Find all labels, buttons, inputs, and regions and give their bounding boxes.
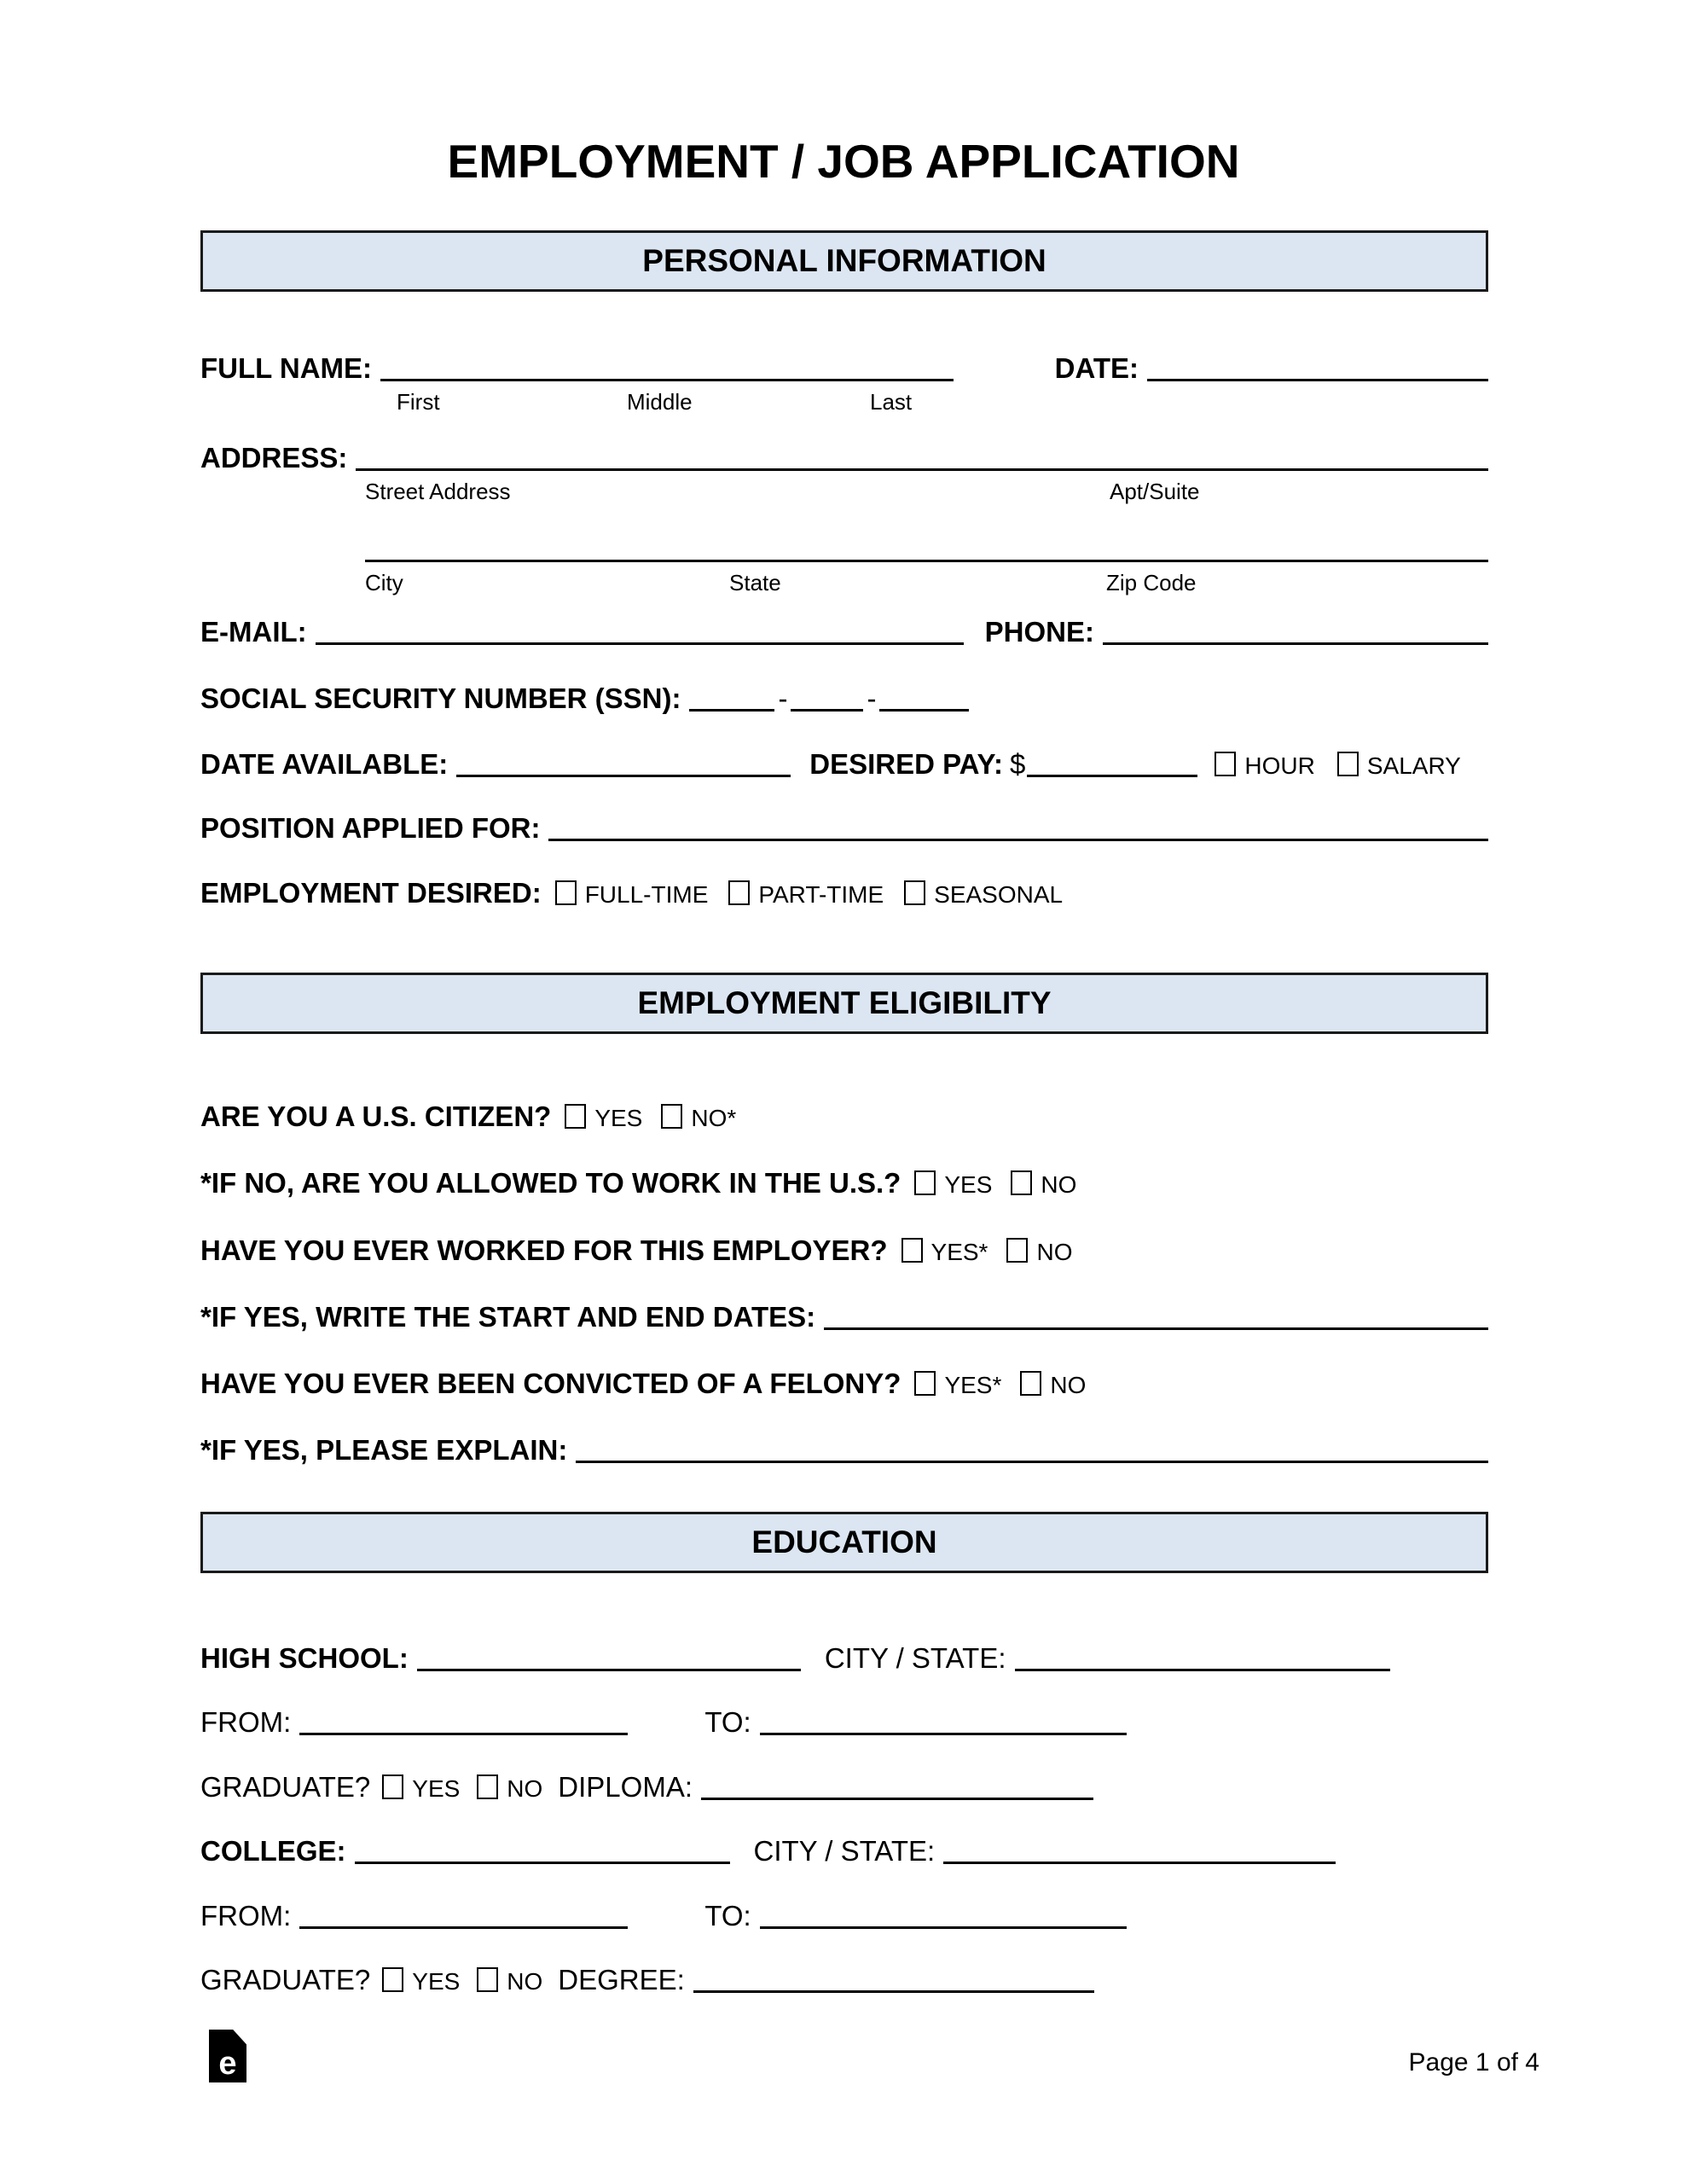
email-field[interactable] [316, 619, 964, 645]
college-graduate-label: GRADUATE? [200, 1964, 371, 1995]
full-name-field[interactable] [380, 356, 954, 381]
allowed-yes-label: YES [944, 1171, 993, 1198]
hs-from-field[interactable] [299, 1710, 628, 1735]
salary-checkbox[interactable] [1337, 752, 1359, 776]
start-end-dates-row [200, 1301, 1488, 1333]
college-graduate-no-label: NO [507, 1968, 543, 1995]
address-sublabels-row [200, 479, 1488, 506]
hs-city-state-label: CITY / STATE: [824, 1642, 1006, 1674]
ssn-dash-2: - [867, 682, 877, 714]
position-row [200, 812, 1488, 845]
salary-option-label: SALARY [1366, 752, 1461, 779]
college-field[interactable] [355, 1838, 730, 1864]
desired-pay-label: DESIRED PAY: [809, 748, 1004, 780]
allowed-question-label: *IF NO, ARE YOU ALLOWED TO WORK IN THE U.S.? [200, 1167, 901, 1199]
page-indicator: Page 1 of 4 [1408, 2048, 1539, 2077]
state-sublabel: State [729, 570, 781, 595]
position-applied-label: POSITION APPLIED FOR: [200, 812, 541, 844]
high-school-label: HIGH SCHOOL: [200, 1642, 409, 1674]
allowed-yes-checkbox[interactable] [914, 1170, 936, 1195]
worked-before-row [200, 1234, 1488, 1269]
section-header-employment-eligibility [200, 973, 1488, 1034]
college-from-field[interactable] [299, 1903, 628, 1929]
middle-name-sublabel: Middle [627, 389, 693, 415]
diploma-label: DIPLOMA: [558, 1771, 693, 1803]
hs-to-label: TO: [704, 1706, 751, 1738]
high-school-row [200, 1642, 1488, 1675]
allowed-to-work-row [200, 1167, 1488, 1201]
date-available-pay-row [200, 748, 1488, 782]
college-graduate-yes-checkbox[interactable] [382, 1967, 403, 1992]
email-label: E-MAIL: [200, 616, 307, 648]
name-sublabels-row [200, 389, 1488, 416]
page-title: EMPLOYMENT / JOB APPLICATION [447, 135, 1240, 188]
citizen-question-row [200, 1101, 1488, 1135]
worked-no-checkbox[interactable] [1006, 1238, 1028, 1263]
felony-yes-label: YES* [944, 1372, 1002, 1398]
address-row [200, 442, 1488, 474]
degree-field[interactable] [693, 1967, 1094, 1993]
felony-explain-label: *IF YES, PLEASE EXPLAIN: [200, 1434, 568, 1466]
full-time-option-label: FULL-TIME [584, 881, 709, 908]
seasonal-checkbox[interactable] [904, 880, 925, 905]
college-from-label: FROM: [200, 1900, 292, 1931]
first-name-sublabel: First [397, 389, 440, 415]
felony-question-label: HAVE YOU EVER BEEN CONVICTED OF A FELONY? [200, 1368, 901, 1399]
street-address-field[interactable] [356, 445, 1488, 471]
logo-letter: e [218, 2046, 237, 2082]
city-sublabel: City [365, 570, 403, 595]
hs-to-field[interactable] [760, 1710, 1127, 1735]
college-row [200, 1835, 1488, 1867]
full-name-label: FULL NAME: [200, 352, 373, 384]
hour-option-label: HOUR [1244, 752, 1315, 779]
felony-no-label: NO [1050, 1372, 1087, 1398]
desired-pay-field[interactable] [1027, 752, 1197, 777]
worked-no-label: NO [1036, 1239, 1073, 1265]
section-header-personal-information [200, 230, 1488, 292]
worked-yes-checkbox[interactable] [901, 1238, 923, 1263]
ssn-dash-1: - [778, 682, 788, 714]
last-name-sublabel: Last [870, 389, 913, 415]
section-header-label: PERSONAL INFORMATION [642, 243, 1046, 278]
hs-from-label: FROM: [200, 1706, 292, 1738]
dollar-sign: $ [1010, 748, 1026, 780]
start-end-dates-label: *IF YES, WRITE THE START AND END DATES: [200, 1301, 816, 1333]
college-city-state-field[interactable] [943, 1838, 1336, 1864]
felony-no-checkbox[interactable] [1020, 1371, 1041, 1396]
email-phone-row [200, 616, 1488, 648]
citizen-question-label: ARE YOU A U.S. CITIZEN? [200, 1101, 552, 1132]
hs-graduate-row [200, 1771, 1488, 1805]
high-school-field[interactable] [417, 1646, 801, 1671]
apt-suite-sublabel: Apt/Suite [1110, 479, 1200, 504]
felony-question-row [200, 1368, 1488, 1402]
ssn-row [200, 682, 1488, 715]
college-city-state-label: CITY / STATE: [753, 1835, 936, 1867]
eforms-logo [209, 2030, 246, 2082]
felony-explain-row [200, 1434, 1488, 1467]
college-label: COLLEGE: [200, 1835, 346, 1867]
hs-graduate-yes-label: YES [412, 1775, 461, 1802]
employment-desired-label: EMPLOYMENT DESIRED: [200, 877, 542, 909]
employment-desired-row [200, 877, 1488, 911]
date-available-label: DATE AVAILABLE: [200, 748, 449, 780]
citizen-no-label: NO* [691, 1105, 737, 1131]
part-time-checkbox[interactable] [728, 880, 750, 905]
worked-question-label: HAVE YOU EVER WORKED FOR THIS EMPLOYER? [200, 1234, 888, 1266]
allowed-no-checkbox[interactable] [1011, 1170, 1032, 1195]
ssn-field-2[interactable] [791, 686, 863, 712]
hs-graduate-no-checkbox[interactable] [477, 1774, 498, 1799]
citizen-no-checkbox[interactable] [661, 1104, 682, 1129]
address-label: ADDRESS: [200, 442, 348, 473]
phone-label: PHONE: [984, 616, 1094, 648]
college-graduate-yes-label: YES [412, 1968, 461, 1995]
phone-field[interactable] [1103, 619, 1488, 645]
citizen-yes-checkbox[interactable] [565, 1104, 586, 1129]
date-label: DATE: [1054, 352, 1139, 384]
hour-checkbox[interactable] [1215, 752, 1236, 776]
college-graduate-row [200, 1964, 1488, 1998]
seasonal-option-label: SEASONAL [934, 881, 1064, 908]
city-state-zip-field[interactable] [365, 537, 1488, 562]
ssn-field-3[interactable] [879, 686, 969, 712]
zip-code-sublabel: Zip Code [1106, 570, 1197, 595]
hs-graduate-yes-checkbox[interactable] [382, 1774, 403, 1799]
college-graduate-no-checkbox[interactable] [477, 1967, 498, 1992]
address-line2-sublabels-row [200, 570, 1488, 597]
full-name-row [200, 352, 1488, 385]
college-to-field[interactable] [760, 1903, 1127, 1929]
college-from-to-row [200, 1900, 1488, 1932]
part-time-option-label: PART-TIME [758, 881, 884, 908]
worked-yes-label: YES* [930, 1239, 988, 1265]
hs-graduate-label: GRADUATE? [200, 1771, 371, 1803]
felony-yes-checkbox[interactable] [914, 1371, 936, 1396]
folded-corner-icon [234, 2032, 246, 2045]
degree-label: DEGREE: [558, 1964, 685, 1995]
ssn-field-1[interactable] [689, 686, 774, 712]
section-header-label: EDUCATION [751, 1525, 937, 1560]
diploma-field[interactable] [701, 1774, 1093, 1800]
college-to-label: TO: [704, 1900, 751, 1931]
hs-graduate-no-label: NO [507, 1775, 543, 1802]
address-line2-row [200, 533, 1488, 559]
ssn-label: SOCIAL SECURITY NUMBER (SSN): [200, 682, 681, 714]
section-header-label: EMPLOYMENT ELIGIBILITY [637, 985, 1052, 1020]
date-available-field[interactable] [456, 752, 791, 777]
full-time-checkbox[interactable] [555, 880, 577, 905]
date-field[interactable] [1147, 356, 1488, 381]
hs-city-state-field[interactable] [1015, 1646, 1390, 1671]
hs-from-to-row [200, 1706, 1488, 1739]
section-header-education [200, 1512, 1488, 1573]
street-address-sublabel: Street Address [365, 479, 511, 504]
position-applied-field[interactable] [548, 816, 1488, 841]
allowed-no-label: NO [1041, 1171, 1077, 1198]
citizen-yes-label: YES [594, 1105, 643, 1131]
start-end-dates-field[interactable] [824, 1304, 1488, 1330]
felony-explain-field[interactable] [576, 1438, 1488, 1463]
